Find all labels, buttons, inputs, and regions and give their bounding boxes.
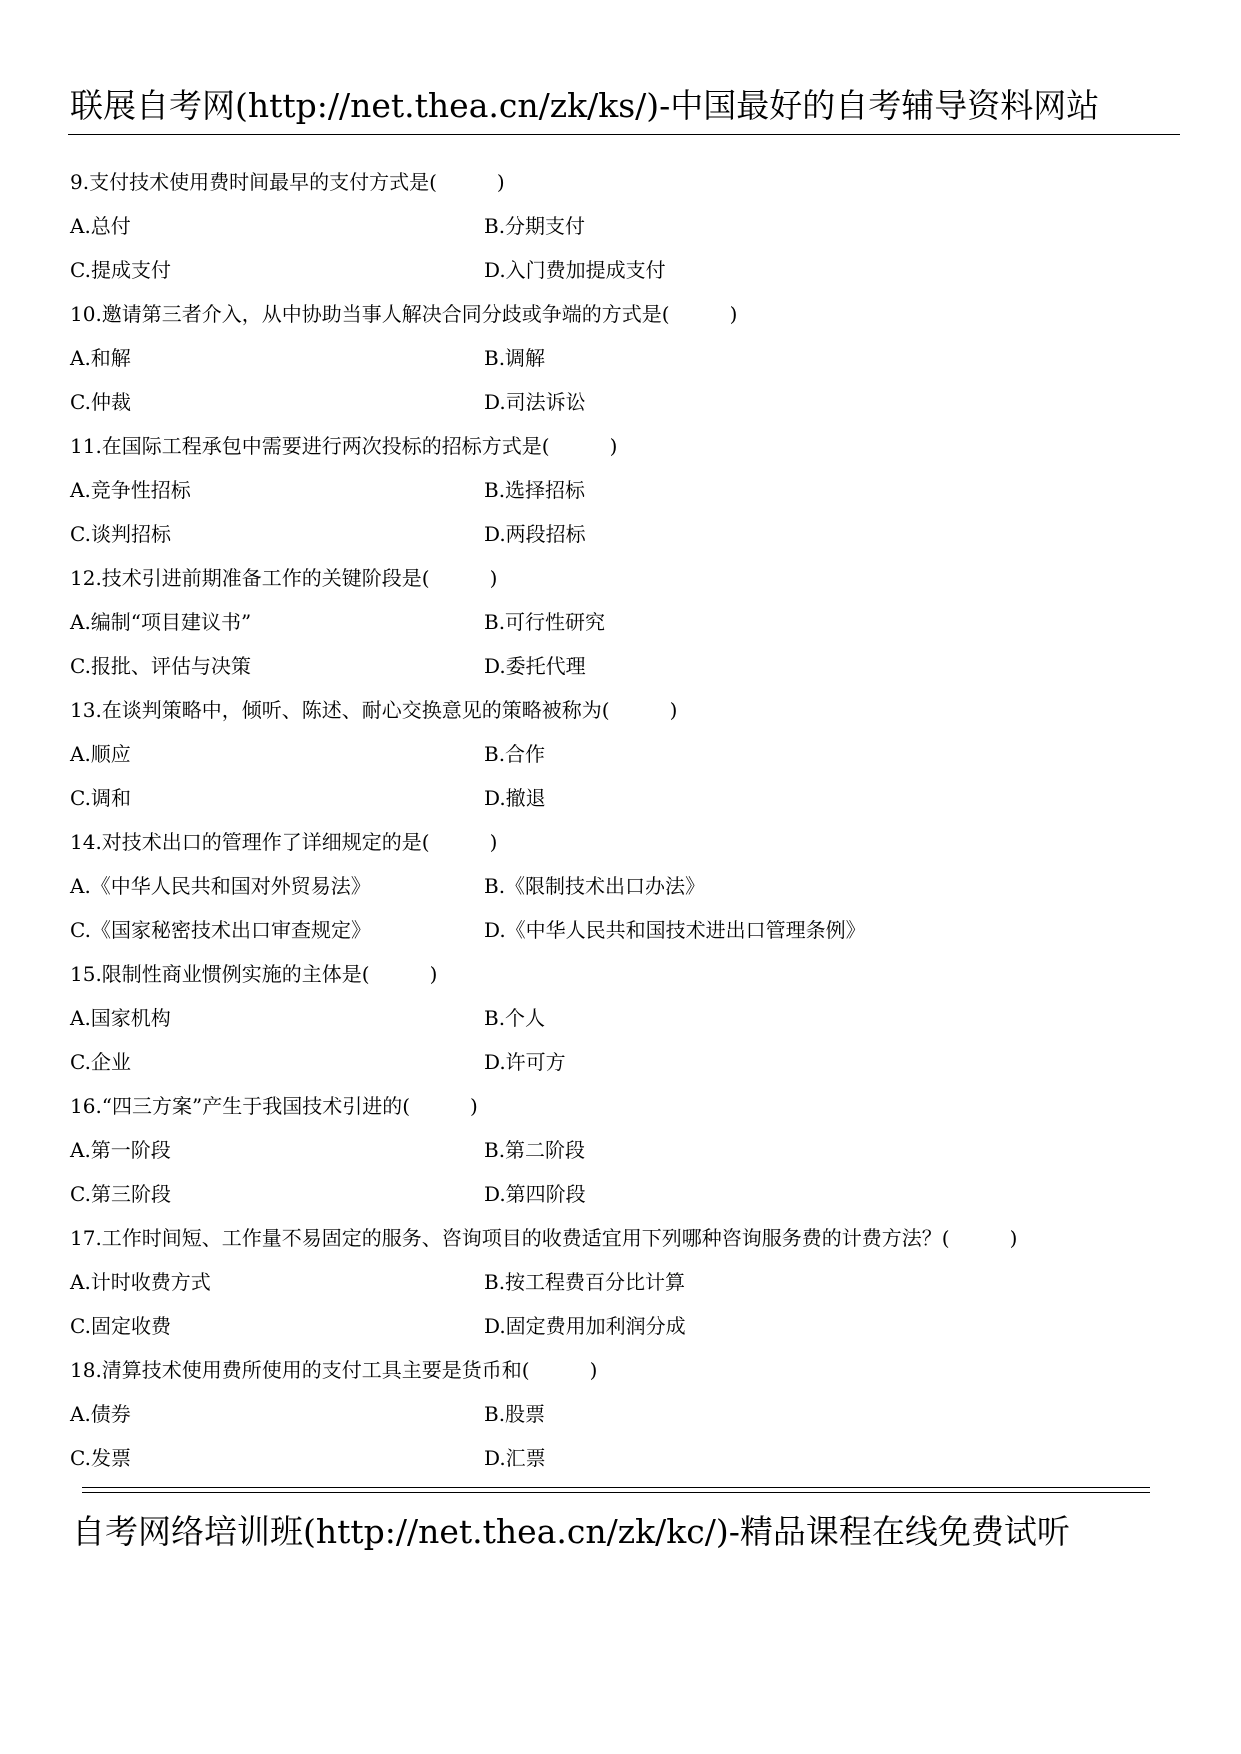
option-row xyxy=(70,864,1180,908)
question-stem: 14.对技术出口的管理作了详细规定的是( ) xyxy=(70,830,498,854)
option-d: D.入门费加提成支付 xyxy=(484,258,666,282)
question-stem: 9.支付技术使用费时间最早的支付方式是( ) xyxy=(70,170,505,194)
option-row xyxy=(70,996,1180,1040)
option-c: C.提成支付 xyxy=(70,258,171,282)
option-d: D.委托代理 xyxy=(484,654,586,678)
option-d: D.两段招标 xyxy=(484,522,586,546)
option-row xyxy=(70,1128,1180,1172)
option-row xyxy=(70,1304,1180,1348)
question-stem: 17.工作时间短、工作量不易固定的服务、咨询项目的收费适宜用下列哪种咨询服务费的计费方法？( ) xyxy=(70,1226,1018,1250)
option-row xyxy=(70,512,1180,556)
footer-divider-bottom xyxy=(82,1492,1150,1493)
option-a: A.和解 xyxy=(70,346,131,370)
option-c: C.仲裁 xyxy=(70,390,131,414)
question-stem: 13.在谈判策略中，倾听、陈述、耐心交换意见的策略被称为( ) xyxy=(70,698,678,722)
option-b: B.选择招标 xyxy=(484,478,586,502)
option-b: B.第二阶段 xyxy=(484,1138,586,1162)
option-d: D.第四阶段 xyxy=(484,1182,586,1206)
option-row xyxy=(70,248,1180,292)
option-c: C.第三阶段 xyxy=(70,1182,171,1206)
option-row xyxy=(70,1040,1180,1084)
option-c: C.调和 xyxy=(70,786,131,810)
question-list xyxy=(70,160,1180,1480)
option-b: B.《限制技术出口办法》 xyxy=(484,874,706,898)
option-row xyxy=(70,380,1180,424)
option-b: B.调解 xyxy=(484,346,546,370)
option-b: B.按工程费百分比计算 xyxy=(484,1270,686,1294)
option-a: A.债券 xyxy=(70,1402,131,1426)
option-a: A.《中华人民共和国对外贸易法》 xyxy=(70,874,371,898)
option-row xyxy=(70,1436,1180,1480)
option-a: A.第一阶段 xyxy=(70,1138,171,1162)
option-d: D.撤退 xyxy=(484,786,546,810)
option-row xyxy=(70,204,1180,248)
option-row xyxy=(70,1392,1180,1436)
option-c: C.企业 xyxy=(70,1050,131,1074)
option-c: C.报批、评估与决策 xyxy=(70,654,251,678)
page-footer: 自考网络培训班(http://net.thea.cn/zk/kc/)-精品课程在线免费试听 xyxy=(72,1512,1070,1551)
option-c: C.固定收费 xyxy=(70,1314,171,1338)
option-a: A.计时收费方式 xyxy=(70,1270,211,1294)
option-b: B.可行性研究 xyxy=(484,610,606,634)
option-a: A.国家机构 xyxy=(70,1006,171,1030)
option-row xyxy=(70,908,1180,952)
question-stem: 10.邀请第三者介入，从中协助当事人解决合同分歧或争端的方式是( ) xyxy=(70,302,738,326)
option-row xyxy=(70,1260,1180,1304)
option-d: D.许可方 xyxy=(484,1050,566,1074)
option-b: B.股票 xyxy=(484,1402,546,1426)
question-stem: 12.技术引进前期准备工作的关键阶段是( ) xyxy=(70,566,498,590)
option-c: C.谈判招标 xyxy=(70,522,171,546)
question-stem: 15.限制性商业惯例实施的主体是( ) xyxy=(70,962,438,986)
question-stem: 18.清算技术使用费所使用的支付工具主要是货币和( ) xyxy=(70,1358,598,1382)
option-row xyxy=(70,336,1180,380)
option-row xyxy=(70,776,1180,820)
option-a: A.顺应 xyxy=(70,742,131,766)
option-a: A.编制“项目建议书” xyxy=(70,610,252,634)
question-stem: 16.“四三方案”产生于我国技术引进的( ) xyxy=(70,1094,478,1118)
option-row xyxy=(70,732,1180,776)
option-c: C.发票 xyxy=(70,1446,131,1470)
option-a: A.竞争性招标 xyxy=(70,478,191,502)
option-row xyxy=(70,468,1180,512)
option-a: A.总付 xyxy=(70,214,131,238)
option-row xyxy=(70,1172,1180,1216)
header-divider xyxy=(68,134,1180,135)
page-header: 联展自考网(http://net.thea.cn/zk/ks/)-中国最好的自考辅导资料网站 xyxy=(70,86,1100,125)
option-d: D.《中华人民共和国技术进出口管理条例》 xyxy=(484,918,866,942)
footer-divider-top xyxy=(82,1487,1150,1488)
option-row xyxy=(70,600,1180,644)
option-d: D.固定费用加利润分成 xyxy=(484,1314,686,1338)
question-stem: 11.在国际工程承包中需要进行两次投标的招标方式是( ) xyxy=(70,434,618,458)
option-row xyxy=(70,644,1180,688)
option-b: B.合作 xyxy=(484,742,546,766)
option-b: B.个人 xyxy=(484,1006,546,1030)
option-b: B.分期支付 xyxy=(484,214,586,238)
option-d: D.司法诉讼 xyxy=(484,390,586,414)
option-d: D.汇票 xyxy=(484,1446,546,1470)
option-c: C.《国家秘密技术出口审查规定》 xyxy=(70,918,371,942)
